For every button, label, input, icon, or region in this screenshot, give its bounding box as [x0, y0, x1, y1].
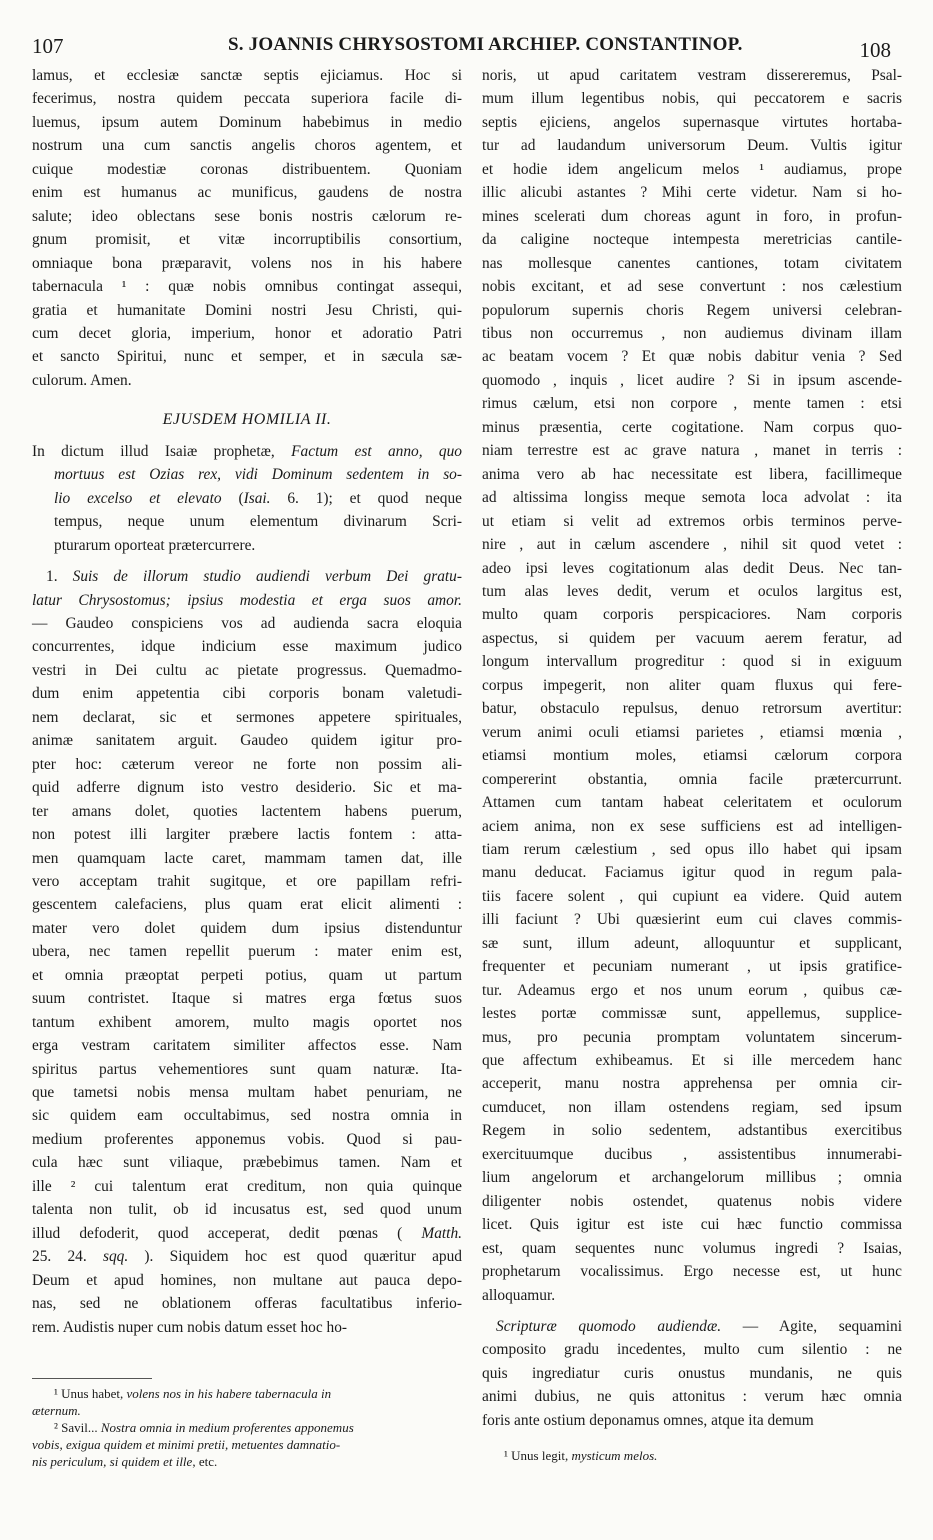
footnote-rule-left: [32, 1378, 152, 1379]
text-line: fecerimus, nostra quidem peccata superiora facile di-: [32, 90, 462, 108]
text-line: nas, sed ne oblationem offeras facultatibus inferio-: [32, 1295, 462, 1313]
text-line: — Gaudeo conspiciens vos ad audienda sacra eloquia: [32, 614, 462, 632]
running-title: S. JOANNIS CHRYSOSTOMI ARCHIEP. CONSTANTINOP.: [228, 34, 743, 55]
text-line: erga vestram caritatem similiter affectos esse. Nam: [32, 1037, 462, 1055]
text-line: illi faciunt ? Ubi quæsierint eum cui claves commis-: [482, 911, 902, 929]
text-line: ac beatam vocem ? Et quæ nobis dabitur venia ? Sed: [482, 348, 902, 366]
text-line: tantum exhibent amorem, multo magis oportet nos: [32, 1013, 462, 1031]
text-line: cum decet gloria, imperium, honor et adoratio Patri: [32, 324, 462, 342]
footnote-line: ¹ Unus legit, mysticum melos.: [504, 1448, 658, 1463]
text-line: alloquamur.: [482, 1286, 556, 1304]
text-line: foris ante ostium deponamus omnes, atque ita demum: [482, 1411, 814, 1429]
text-line: sæ sunt, illum adeunt, alloquuntur et supplicant,: [482, 934, 902, 952]
text-line: et hodie idem angelicum melos ¹ audiamus, prope: [482, 160, 902, 178]
text-line: est, quam sequentes nunc volumus ingredi ? Isaias,: [482, 1239, 902, 1257]
text-line: corpus impegerit, non aliter quam fluxus qui fere-: [482, 676, 902, 694]
text-line: 1. Suis de illorum studio audiendi verbum Dei gratu-: [46, 568, 463, 586]
text-line: aciem anima, non ex sese sufficiens est ad intelligen-: [482, 817, 902, 835]
text-line: vero acceptam trahit sugitque, et ore papillam refri-: [32, 872, 462, 890]
text-line: enim est humanus ac munificus, gaudens de nostra: [32, 184, 462, 202]
text-line: mum illum legentibus nobis, qui peccatorem e sacris: [482, 90, 902, 108]
footnote-line: ¹ Unus habet, volens nos in his habere tabernacula in: [54, 1386, 332, 1401]
text-line: salute; ideo oblectans sese bonis nostris cælorum re-: [32, 207, 462, 225]
text-line: batur, obstaculo repulsus, denuo retrorsum avertitur:: [482, 700, 902, 718]
text-line: gescentem calefaciens, plus quam erat elicit alimenti :: [32, 896, 462, 914]
text-line: Deum et apud homines, non multane aut pauca depo-: [32, 1271, 462, 1289]
text-line: ad altissima longiss meque semota loca advolat : ita: [482, 489, 902, 507]
text-line: mines scelerati dum choreas agunt in foro, in profun-: [482, 207, 902, 225]
text-line: nire , aut in cælum ascendere , nihil sit quod vetet :: [482, 536, 902, 554]
running-header: [32, 30, 891, 64]
text-line: gratia et humanitate Domini nostri Jesu Christi, qui-: [32, 301, 462, 319]
page-number-right: 108: [859, 38, 891, 62]
text-line: licet. Quis igitur est iste cui hæc functio commissa: [482, 1216, 902, 1234]
text-line: diligenter nobis ostendet, quatenus nobis videre: [482, 1192, 902, 1210]
footnotes-left: [32, 1385, 462, 1470]
text-line: tur. Adeamus ergo et nos unum eorum , quibus cæ-: [482, 981, 902, 999]
argument-line: lio excelso et elevato (Isai. 6. 1); et quod neque: [54, 489, 462, 507]
text-line: lamus, et ecclesiæ sanctæ septis ejiciamus. Hoc si: [32, 67, 462, 84]
text-line: medium proferentes apponemus vobis. Quod si pau-: [32, 1130, 462, 1148]
text-line: illic alicubi astantes ? Mihi certe videtur. Nam si ho-: [482, 184, 902, 202]
text-line: et omnia præoptat perpeti potius, quam ut partum: [32, 966, 462, 984]
footnote-line: vobis, exigua quidem et minimi pretii, metuentes damnatio-: [32, 1437, 341, 1452]
text-line: rem. Audistis nuper cum nobis datum esset hoc ho-: [32, 1318, 348, 1336]
spacer: [482, 1307, 902, 1315]
text-line: ut etiam si velit ad extremos orbis terminos perve-: [482, 512, 902, 530]
text-line: composito gradu incedentes, multo cum silentio : ne: [482, 1341, 902, 1359]
text-line: Regem in solio sedentem, adstantibus exercitibus: [482, 1122, 902, 1140]
text-line: spiritus partus vehementiores sunt quam naturæ. Ita-: [32, 1060, 462, 1078]
page-number-left: 107: [32, 34, 64, 58]
text-line: lestes portæ commissæ sunt, appellemus, supplice-: [482, 1005, 902, 1023]
homily-argument: [32, 440, 462, 557]
text-line: noris, ut apud caritatem vestram dissereremus, Psal-: [482, 67, 902, 84]
text-line: ubera, nec tamen repellit puerum : mater enim est,: [32, 943, 462, 961]
text-line: exercituumque ducibus , assistentibus innumerabi-: [482, 1145, 902, 1163]
text-line: mus, pro pecunia promptam voluntatem sincerum-: [482, 1028, 902, 1046]
text-line: frequenter et pecuniam numerant , ut ipsis gratifice-: [482, 958, 902, 976]
text-line: Attamen cum tantam habeat celeritatem et oculorum: [482, 794, 902, 812]
text-line: gnum promisit, et vitæ incorruptibilis consortium,: [32, 231, 462, 249]
text-line: ter amans dolet, quoties lactentem habens puerum,: [32, 802, 462, 820]
text-line: tur ad laudandum universorum Deum. Vultis igitur: [482, 137, 902, 155]
text-line: et sancto Spiritui, nunc et semper, et in sæcula sæ-: [32, 348, 462, 366]
text-line: rimus cælum, etsi non corpore , mente tamen : etsi: [482, 395, 902, 413]
footnote-line: æternum.: [32, 1403, 81, 1418]
argument-line: In dictum illud Isaiæ prophetæ, Factum est anno, quo: [32, 442, 463, 460]
text-line: etiamsi montium moles, etiamsi cælorum corpora: [482, 747, 902, 765]
text-line: tibus non occurremus , non audiemus divinam illam: [482, 324, 902, 342]
text-line: multo quam corporis perspicaciores. Nam corporis: [482, 606, 902, 624]
spacer: [32, 557, 462, 565]
text-line: acceperit, manu nostra apprehensa per omnia cir-: [482, 1075, 902, 1093]
text-line: niam terrestre est ac grave natura , manet in terris :: [482, 442, 902, 460]
text-line: vestri in Dei cultu ac pietate progressus. Quemadmo-: [32, 661, 462, 679]
text-line: que tametsi nobis mensa multam habet penuriam, ne: [32, 1084, 462, 1102]
text-line: quis ingrediatur curis onustus mundanis, ne quis: [482, 1364, 902, 1382]
section-1: [32, 565, 462, 1339]
text-line: culorum. Amen.: [32, 371, 132, 389]
text-line: aspectus, si quidem per vacuum aerem feratur, ad: [482, 629, 902, 647]
text-line: nem declarat, sic et sermones appetere spirituales,: [32, 708, 462, 726]
text-line: dum enim appetentia cibi corporis bonam valetudi-: [32, 685, 462, 703]
text-line: omniaque bona præparavit, volens nos in his habere: [32, 254, 462, 272]
text-line: 25. 24. sqq. ). Siquidem hoc est quod quæritur apud: [32, 1248, 462, 1266]
text-line: suum contristet. Itaque si matres erga fœtus suos: [32, 990, 462, 1008]
text-line: minus præsentia, certe cogitatione. Nam corpus quo-: [482, 418, 902, 436]
text-line: tiam rerum cælestium , sed opus illo habet qui ipsam: [482, 840, 902, 858]
text-line: nostrum una cum sanctis angelis choros agentem, et: [32, 137, 462, 155]
text-line: quomodo , inquis , licet audire ? Si in ipsum ascende-: [482, 371, 902, 389]
argument-line: tempus, neque unum elementum divinarum Scri-: [54, 513, 462, 531]
text-line: populorum supernis choris Regem universi celebran-: [482, 301, 902, 319]
text-line: nas mollesque canentes cantiones, totam civitatem: [482, 254, 902, 272]
text-line: animæ sanitatem arguit. Gaudeo quidem igitur pro-: [32, 732, 462, 750]
homily-heading: EJUSDEM HOMILIA II.: [162, 411, 332, 429]
text-line: quid adferre dignum isto vestro desiderio. Sic et ma-: [32, 779, 462, 797]
right-paragraph-1: [482, 64, 902, 1307]
right-paragraph-2: [482, 1315, 902, 1432]
text-line: que affectum exhibeamus. Et si ille mercedem hanc: [482, 1052, 902, 1070]
text-line: lium angelorum et archangelorum millibus ; omnia: [482, 1169, 902, 1187]
text-line: septis ejiciens, angelos supernasque virtutes hortaba-: [482, 113, 902, 131]
text-line: compererint obstantia, omnia facile prætercurrunt.: [482, 770, 902, 788]
text-line: non potest illi largiter præbere lactis fontem : atta-: [32, 826, 462, 844]
text-line: verum animi oculi etiamsi parietes , etiamsi mœnia ,: [482, 723, 902, 741]
text-line: adeo ipsi leves cogitationum alas dedit Deus. Nec tan-: [482, 559, 902, 577]
text-line: animi dubius, ne quis attonitus : verum hæc omnia: [482, 1388, 902, 1406]
text-line: anima vero ab hac necessitate est libera, facillimeque: [482, 465, 902, 483]
text-line: longum intervallum progreditur : quod si in exiguum: [482, 653, 902, 671]
text-line: da caligine nocteque intempesta meretricias cantile-: [482, 231, 902, 249]
text-line: men quamquam lacte caret, mammam tamen dat, ille: [32, 849, 462, 867]
text-line: nobis excitant, et ad sese convertunt : nos cælestium: [482, 278, 902, 296]
text-line: mater vero dolet quidem dum ipsius distenduntur: [32, 919, 462, 937]
argument-line: pturarum oporteat prætercurrere.: [54, 536, 256, 554]
text-line: luemus, ipsum autem Dominum habebimus in medio: [32, 113, 462, 131]
right-column: [482, 64, 902, 1432]
text-line: concurrentes, idque indicium esse maximum judico: [32, 638, 462, 656]
footnote-line: nis periculum, si quidem et ille, etc.: [32, 1454, 218, 1469]
left-column: [32, 64, 462, 1339]
text-line: pter hoc: cæterum vereor ne forte non possim ali-: [32, 755, 462, 773]
footnote-line: ² Savil... Nostra omnia in medium proferentes apponemus: [54, 1420, 354, 1435]
argument-line: mortuus est Ozias rex, vidi Dominum sedentem in so-: [54, 466, 462, 484]
text-line: cula hæc sunt viliaque, præbebimus tamen. Nam et: [32, 1154, 462, 1172]
text-line: manu deducat. Faciamus igitur quod in regum pala-: [482, 864, 902, 882]
text-line: latur Chrysostomus; ipsius modestia et erga suos amor.: [32, 591, 462, 609]
text-line: prophetarum vocalissimus. Ergo necesse est, ut hunc: [482, 1263, 902, 1281]
footnotes-right: [482, 1447, 902, 1464]
text-line: cumducet, non illam ostendens regiam, sed ipsum: [482, 1098, 902, 1116]
text-line: sic quidem eam occultabimus, sed nostra omnia in: [32, 1107, 462, 1125]
text-line: talenta non tulit, ob id incusatus est, sed quod unum: [32, 1201, 462, 1219]
text-line: cuique modestiæ coronas distribuentem. Quoniam: [32, 160, 462, 178]
text-line: ille ² cui talentum erat creditum, non quia quinque: [32, 1177, 462, 1195]
text-line: illud defoderit, quod acceperat, dedit pœnas ( Matth.: [32, 1224, 462, 1242]
text-line: tiis facere solent , qui cupiunt ea videre. Quid autem: [482, 887, 902, 905]
text-line: Scripturæ quomodo audiendæ. — Agite, sequamini: [496, 1318, 902, 1336]
text-line: tabernacula ¹ : quæ nobis omnibus contingat assequi,: [32, 278, 462, 296]
text-line: tum alas leves dedit, verum et oculos largitus est,: [482, 582, 902, 600]
left-paragraph-1: [32, 64, 462, 392]
